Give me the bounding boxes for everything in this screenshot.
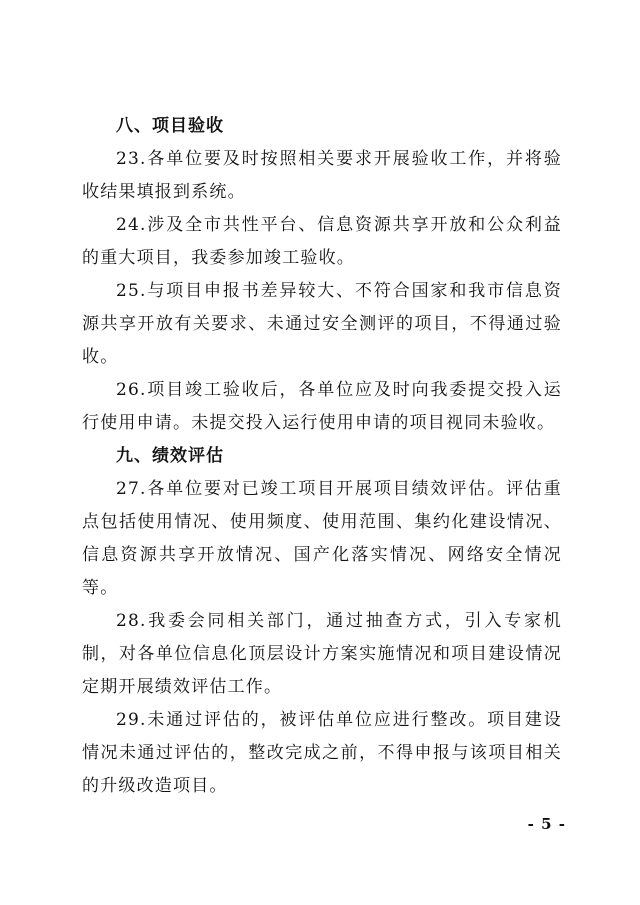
- paragraph-25: 25.与项目申报书差异较大、不符合国家和我市信息资源共享开放有关要求、未通过安全测评的项目，不得通过验收。: [82, 281, 562, 367]
- paragraph-26: 26.项目竣工验收后，各单位应及时向我委提交投入运行使用申请。未提交投入运行使用申请的项目视同未验收。: [82, 380, 562, 433]
- paragraph-28: 28.我委会同相关部门，通过抽查方式，引入专家机制，对各单位信息化顶层设计方案实施情况和项目建设情况定期开展绩效评估工作。: [82, 611, 562, 697]
- paragraph-27: 27.各单位要对已竣工项目开展项目绩效评估。评估重点包括使用情况、使用频度、使用范围、集约化建设情况、信息资源共享开放情况、国产化落实情况、网络安全情况等。: [82, 479, 562, 598]
- paragraph-23: 23.各单位要及时按照相关要求开展验收工作，并将验收结果填报到系统。: [82, 149, 562, 202]
- section-heading-acceptance: 八、项目验收: [116, 116, 224, 136]
- document-body: [82, 110, 562, 803]
- section-heading-evaluation: 九、绩效评估: [116, 446, 224, 466]
- paragraph-29: 29.未通过评估的，被评估单位应进行整改。项目建设情况未通过评估的，整改完成之前，不得申报与该项目相关的升级改造项目。: [82, 710, 562, 796]
- paragraph-24: 24.涉及全市共性平台、信息资源共享开放和公众利益的重大项目，我委参加竣工验收。: [82, 215, 562, 268]
- page-number: - 5 -: [527, 815, 566, 833]
